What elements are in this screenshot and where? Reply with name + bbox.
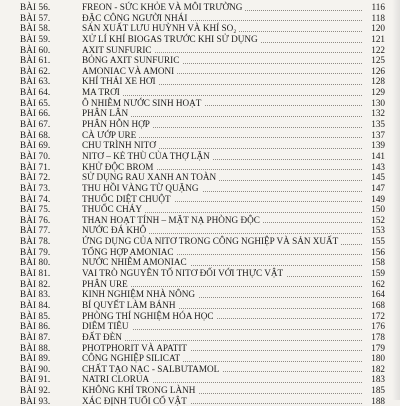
toc-entry bbox=[0, 385, 400, 396]
lesson-title: KHÔNG KHÍ TRONG LÀNH bbox=[82, 385, 198, 396]
lesson-title: NITƠ – KẺ THÙ CỦA THỢ LẶN bbox=[82, 151, 213, 162]
toc-entry bbox=[0, 225, 400, 236]
lesson-number: BÀI 62. bbox=[20, 65, 51, 76]
page-number: 116 bbox=[363, 2, 385, 13]
page-number: 143 bbox=[363, 162, 385, 173]
lesson-number: BÀI 61. bbox=[20, 55, 51, 66]
lesson-number: BÀI 77. bbox=[20, 225, 51, 236]
lesson-title: AXIT SUNFURIC bbox=[82, 45, 155, 56]
page-number: 132 bbox=[363, 108, 385, 119]
lesson-title: FREON - SỨC KHỎE VÀ MÔI TRƯỜNG bbox=[82, 2, 245, 13]
toc-entry bbox=[0, 130, 400, 141]
lesson-title: XỬ LÍ KHÍ BIOGAS TRƯỚC KHI SỬ DỤNG bbox=[82, 34, 261, 45]
lesson-number: BÀI 86. bbox=[20, 321, 51, 332]
toc-entry bbox=[0, 289, 400, 300]
page-number: 182 bbox=[363, 364, 385, 375]
lesson-number: BÀI 84. bbox=[20, 299, 51, 310]
lesson-number: BÀI 58. bbox=[20, 23, 51, 34]
toc-entry bbox=[0, 98, 400, 109]
page-number: 129 bbox=[363, 87, 385, 98]
lesson-title: ĐẤT ĐÈN bbox=[82, 332, 125, 343]
toc-entry bbox=[0, 108, 400, 119]
page-number: 172 bbox=[363, 311, 385, 322]
lesson-number: BÀI 73. bbox=[20, 182, 51, 193]
lesson-title: TỔNG HỢP AMONIAC bbox=[82, 247, 177, 258]
page-number: 125 bbox=[363, 55, 385, 66]
page-number: 162 bbox=[363, 279, 385, 290]
lesson-number: BÀI 64. bbox=[20, 87, 51, 98]
lesson-number: BÀI 67. bbox=[20, 119, 51, 130]
toc-entry bbox=[0, 87, 400, 98]
toc-entry bbox=[0, 194, 400, 205]
lesson-title: THU HỒI VÀNG TỪ QUẶNG bbox=[82, 183, 202, 194]
lesson-number: BÀI 60. bbox=[20, 44, 51, 55]
lesson-title: THAN HOẠT TÍNH – MẶT NẠ PHÒNG ĐỘC bbox=[82, 215, 263, 226]
lesson-title: ĐẶC CÔNG NGƯỜI NHÁI bbox=[82, 13, 190, 24]
page-number: 185 bbox=[363, 385, 385, 396]
lesson-number: BÀI 93. bbox=[20, 395, 51, 406]
toc-entry bbox=[0, 45, 400, 56]
lesson-title: BÍ QUYẾT LÀM BÁNH bbox=[82, 300, 179, 311]
lesson-number: BÀI 92. bbox=[20, 385, 51, 396]
toc-entry bbox=[0, 257, 400, 268]
toc-entry bbox=[0, 55, 400, 66]
lesson-title: KHÍ THẢI XE HƠI bbox=[82, 76, 159, 87]
toc-entry bbox=[0, 172, 400, 183]
lesson-title: THUỐC CHÁY bbox=[82, 204, 145, 215]
lesson-title: THUỐC DIỆT CHUỘT bbox=[82, 194, 174, 205]
lesson-number: BÀI 78. bbox=[20, 236, 51, 247]
toc-entry bbox=[0, 23, 400, 34]
lesson-number: BÀI 59. bbox=[20, 33, 51, 44]
toc-entry bbox=[0, 396, 400, 406]
lesson-number: BÀI 85. bbox=[20, 310, 51, 321]
lesson-title: KINH NGHIỆM NHÀ NÔNG bbox=[82, 289, 198, 300]
toc-entry bbox=[0, 119, 400, 130]
toc-entry bbox=[0, 300, 400, 311]
dot-leader bbox=[84, 95, 366, 96]
lesson-number: BÀI 90. bbox=[20, 363, 51, 374]
lesson-number: BÀI 76. bbox=[20, 214, 51, 225]
lesson-title: XÁC ĐỊNH TUỔI CỔ VẬT bbox=[82, 396, 190, 406]
toc-entry bbox=[0, 162, 400, 173]
page-number: 141 bbox=[363, 151, 385, 162]
toc-entry bbox=[0, 204, 400, 215]
lesson-title: DIÊM TIÊU bbox=[82, 321, 132, 332]
page-edge-shadow bbox=[392, 0, 400, 400]
lesson-number: BÀI 74. bbox=[20, 193, 51, 204]
lesson-title: Ô NHIỄM NƯỚC SINH HOẠT bbox=[82, 98, 204, 109]
lesson-number: BÀI 91. bbox=[20, 374, 51, 385]
page-number: 183 bbox=[363, 374, 385, 385]
toc-entry bbox=[0, 268, 400, 279]
lesson-title: BỎNG AXIT SUNFURIC bbox=[82, 55, 182, 66]
lesson-title: CHẤT TẠO NẠC - SALBUTAMOL bbox=[82, 364, 222, 375]
toc-entry bbox=[0, 151, 400, 162]
page-number: 128 bbox=[363, 76, 385, 87]
lesson-number: BÀI 71. bbox=[20, 161, 51, 172]
lesson-number: BÀI 66. bbox=[20, 108, 51, 119]
page-number: 135 bbox=[363, 119, 385, 130]
lesson-number: BÀI 87. bbox=[20, 331, 51, 342]
page-number: 126 bbox=[363, 66, 385, 77]
lesson-number: BÀI 57. bbox=[20, 12, 51, 23]
page-number: 122 bbox=[363, 45, 385, 56]
lesson-title: MA TRƠI bbox=[82, 87, 123, 98]
lesson-title: VAI TRÒ NGUYÊN TỐ NITƠ ĐỐI VỚI THỰC VẬT bbox=[82, 268, 286, 279]
toc-entry bbox=[0, 183, 400, 194]
lesson-title: PHOTPHORIT VÀ APATIT bbox=[82, 343, 190, 354]
toc-entry bbox=[0, 2, 400, 13]
toc-entry bbox=[0, 236, 400, 247]
page-number: 121 bbox=[363, 34, 385, 45]
toc-entry bbox=[0, 13, 400, 24]
toc-entry bbox=[0, 247, 400, 258]
page-number: 130 bbox=[363, 98, 385, 109]
lesson-title: CÀ ƯỚP URE bbox=[82, 130, 139, 141]
lesson-title: SẢN XUẤT LƯU HUỲNH VÀ KHÍ SO₂ bbox=[82, 23, 239, 34]
toc-entry bbox=[0, 140, 400, 151]
page-number: 153 bbox=[363, 225, 385, 236]
lesson-title: KHỬ ĐỘC BROM bbox=[82, 162, 156, 173]
lesson-number: BÀI 79. bbox=[20, 246, 51, 257]
page-number: 179 bbox=[363, 343, 385, 354]
page-number: 178 bbox=[363, 332, 385, 343]
lesson-number: BÀI 89. bbox=[20, 353, 51, 364]
toc-entry bbox=[0, 332, 400, 343]
lesson-number: BÀI 69. bbox=[20, 140, 51, 151]
lesson-number: BÀI 56. bbox=[20, 2, 51, 12]
toc-entry bbox=[0, 374, 400, 385]
page-number: 137 bbox=[363, 130, 385, 141]
lesson-title: NATRI CLORUA bbox=[82, 374, 152, 385]
lesson-number: BÀI 83. bbox=[20, 289, 51, 300]
page-number: 164 bbox=[363, 289, 385, 300]
lesson-number: BÀI 63. bbox=[20, 76, 51, 87]
lesson-title: PHÂN URE bbox=[82, 279, 131, 290]
lesson-title: PHÒNG THÍ NGHIỆM HÓA HỌC bbox=[82, 311, 217, 322]
lesson-number: BÀI 65. bbox=[20, 97, 51, 108]
dot-leader bbox=[84, 340, 366, 341]
lesson-number: BÀI 81. bbox=[20, 268, 51, 279]
lesson-number: BÀI 70. bbox=[20, 150, 51, 161]
lesson-title: AMONIAC VÀ AMONI bbox=[82, 66, 177, 77]
toc-list bbox=[0, 2, 400, 406]
lesson-title: NƯỚC NHIỄM AMONIAC bbox=[82, 257, 190, 268]
toc-entry bbox=[0, 343, 400, 354]
toc-entry bbox=[0, 321, 400, 332]
lesson-number: BÀI 75. bbox=[20, 204, 51, 215]
toc-entry bbox=[0, 364, 400, 375]
page-number: 120 bbox=[363, 23, 385, 34]
page-number: 188 bbox=[363, 396, 385, 406]
lesson-number: BÀI 88. bbox=[20, 342, 51, 353]
page-number: 168 bbox=[363, 300, 385, 311]
lesson-title: ỨNG DỤNG CỦA NITƠ TRONG CÔNG NGHIỆP VÀ SẢN XUẤT bbox=[82, 236, 341, 247]
toc-entry bbox=[0, 353, 400, 364]
toc-entry bbox=[0, 34, 400, 45]
lesson-number: BÀI 68. bbox=[20, 129, 51, 140]
page-number: 150 bbox=[363, 204, 385, 215]
lesson-number: BÀI 72. bbox=[20, 172, 51, 183]
page-number: 147 bbox=[363, 183, 385, 194]
page-number: 176 bbox=[363, 321, 385, 332]
toc-entry bbox=[0, 66, 400, 77]
page-number: 159 bbox=[363, 268, 385, 279]
page-number: 145 bbox=[363, 172, 385, 183]
page-number: 155 bbox=[363, 236, 385, 247]
lesson-number: BÀI 82. bbox=[20, 278, 51, 289]
toc-entry bbox=[0, 76, 400, 87]
toc-entry bbox=[0, 215, 400, 226]
lesson-title: NƯỚC ĐÁ KHÔ bbox=[82, 225, 149, 236]
page-number: 158 bbox=[363, 257, 385, 268]
page-number: 152 bbox=[363, 215, 385, 226]
page-number: 180 bbox=[363, 353, 385, 364]
lesson-number: BÀI 80. bbox=[20, 257, 51, 268]
lesson-title: CÔNG NGHIỆP SILICAT bbox=[82, 353, 183, 364]
page-number: 149 bbox=[363, 194, 385, 205]
page-number: 139 bbox=[363, 140, 385, 151]
lesson-title: CHU TRÌNH NITƠ bbox=[82, 140, 159, 151]
toc-entry bbox=[0, 311, 400, 322]
page-number: 118 bbox=[363, 13, 385, 24]
lesson-title: PHÂN LÂN bbox=[82, 108, 131, 119]
lesson-title: SỬ DỤNG RAU XANH AN TOÀN bbox=[82, 172, 219, 183]
page-number: 156 bbox=[363, 247, 385, 258]
toc-entry bbox=[0, 279, 400, 290]
lesson-title: PHÂN HỖN HỢP bbox=[82, 119, 153, 130]
